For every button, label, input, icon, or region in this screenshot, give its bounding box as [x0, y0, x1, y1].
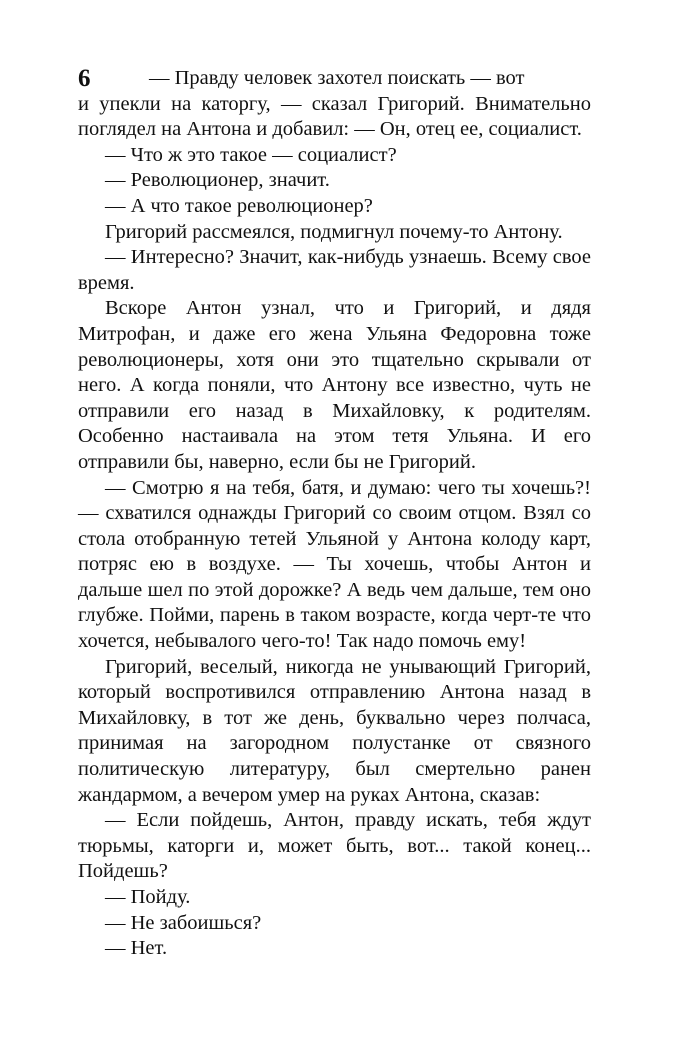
paragraph-2: — Что ж это такое — социалист? [105, 143, 397, 166]
paragraph-5: Григорий рассмеялся, подмигнул почему-то Антону. [105, 220, 563, 243]
paragraph-4: — А что такое революционер? [105, 194, 373, 217]
paragraph-13: — Нет. [105, 937, 168, 960]
body-text [78, 66, 591, 962]
paragraph-10: — Если пойдешь, Антон, правду искать, тебя ждут тюрьмы, каторги и, может быть, вот... такой конец... Пойдешь? [78, 809, 591, 883]
paragraph-6: — Интересно? Значит, как-нибудь узнаешь. Всему свое время. [78, 246, 591, 294]
paragraph-1-first-line: — Правду человек захотел поискать — вот [149, 67, 525, 89]
paragraph-8: — Смотрю я на тебя, батя, и думаю: чего ты хочешь?! — схватился однажды Григорий со своим отцом. Взял со стола отобранную тетей Ульяной у Антона колоду карт, потряс ею в воздухе. — Ты хочешь, чтобы Антон и дальше шел по этой дорожке? А ведь чем дальше, тем оно глубже. Пойми, парень в таком возрасте, когда черт-те что хочется, небывалого чего-то! Так надо помочь ему! [78, 476, 591, 653]
page-number: 6 [78, 65, 91, 92]
paragraph-11: — Пойду. [105, 886, 191, 908]
paragraph-7: Вскоре Антон узнал, что и Григорий, и дядя Митрофан, и даже его жена Ульяна Федоровна тоже революционеры, хотя они это тщательно скрывали от него. А когда поняли, что Антону все известно, чуть не отправили его назад в Михайловку, к родителям. Особенно настаивала на этом тетя Ульяна. И его отправили бы, наверно, если бы не Григорий. [78, 297, 591, 473]
paragraph-12: — Не забоишься? [105, 911, 262, 934]
paragraph-9: Григорий, веселый, никогда не унывающий Григорий, который воспротивился отправлению Антона назад в Михайловку, в тот же день, буквально через полчаса, принимая на загородном полустанке от связного политическую литературу, был смертельно ранен жандармом, а вечером умер на руках Антона, сказав: [78, 655, 591, 806]
paragraph-1 [78, 66, 591, 92]
paragraph-1-continuation: и упекли на каторгу, — сказал Григорий. Внимательно поглядел на Антона и добавил: — Он, отец ее, социалист. [78, 92, 591, 141]
paragraph-3: — Революционер, значит. [105, 169, 330, 192]
